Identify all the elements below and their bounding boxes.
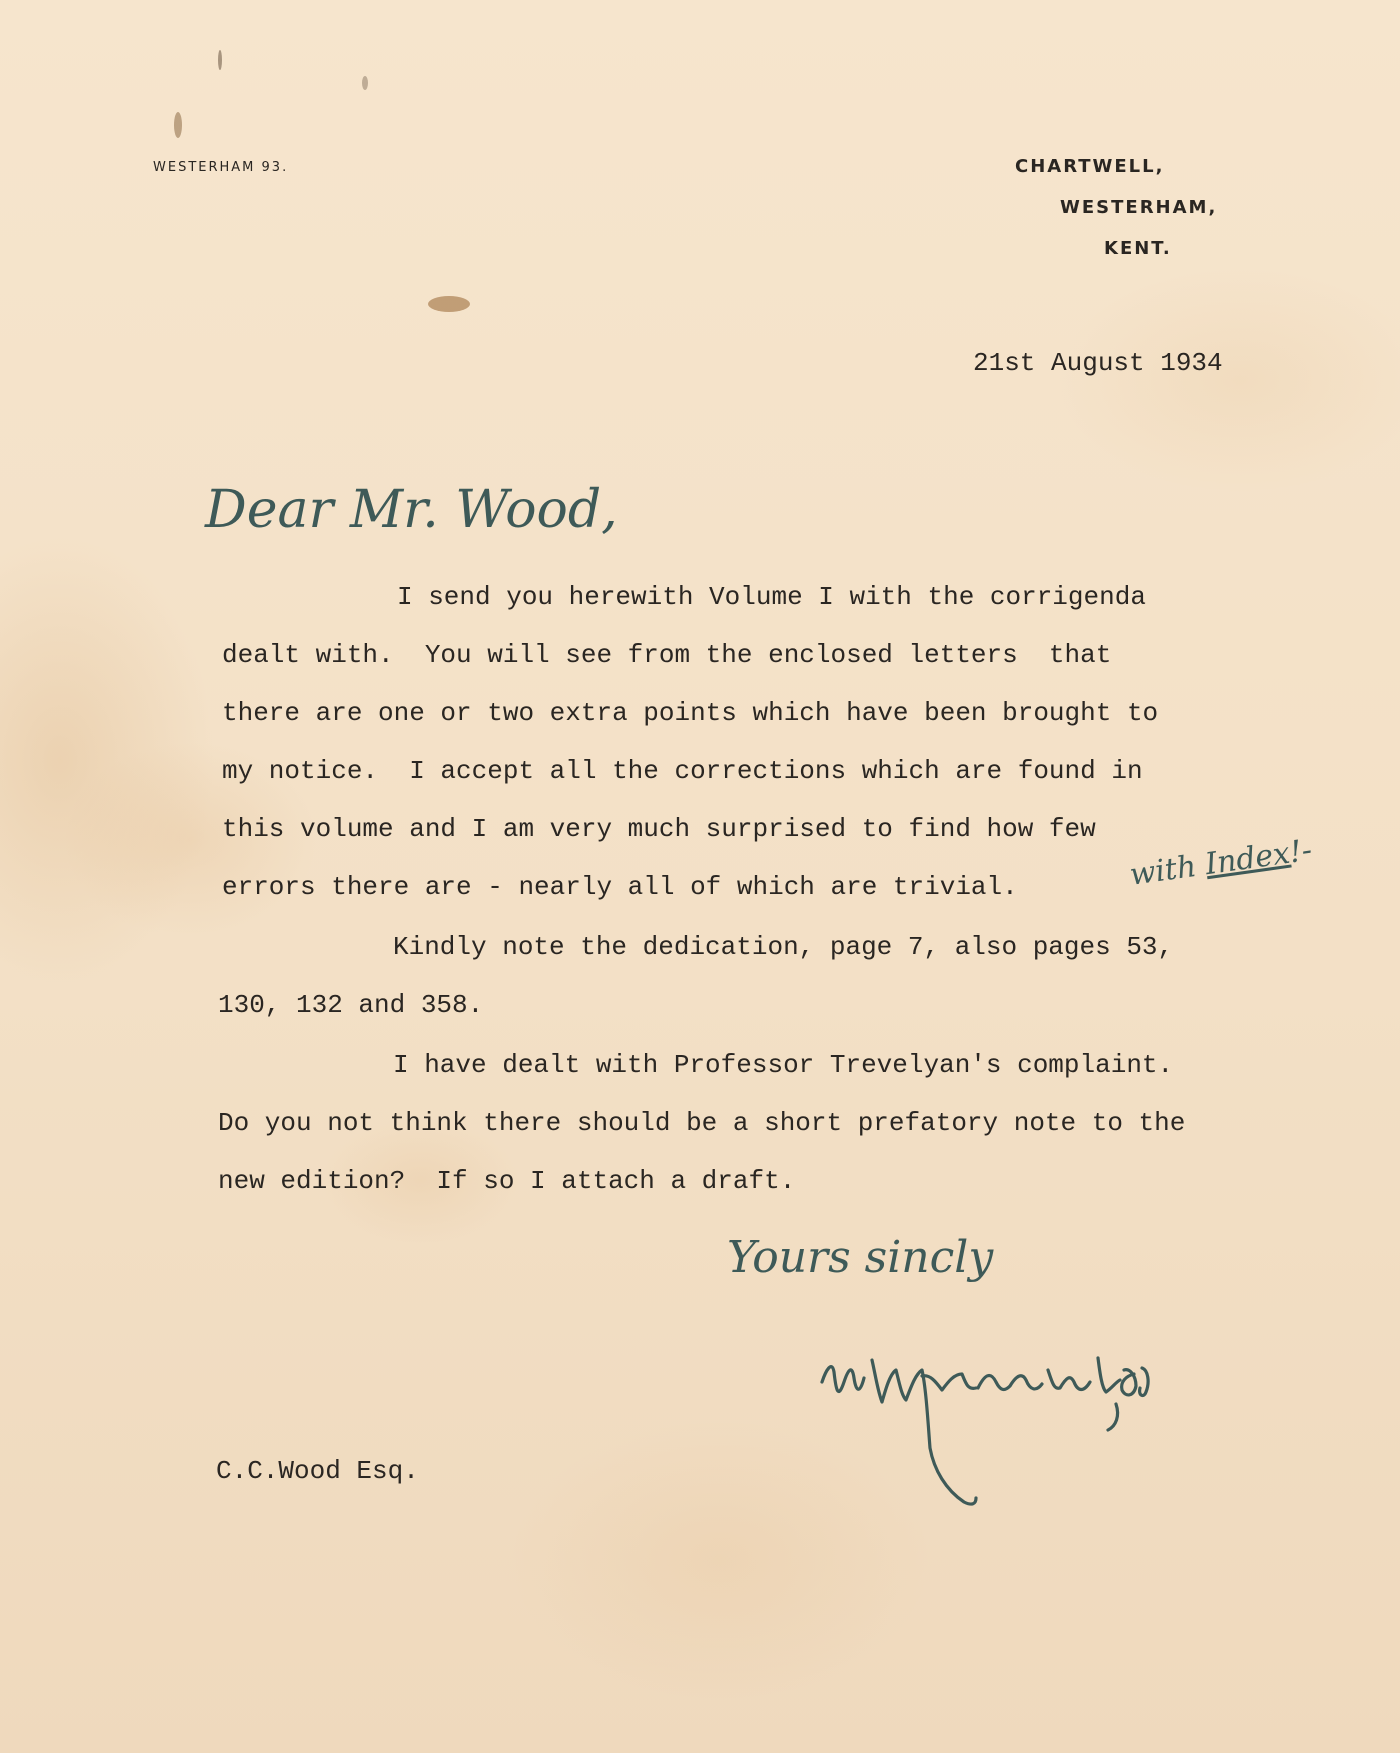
stain-spot xyxy=(218,50,222,70)
letter-date: 21st August 1934 xyxy=(973,348,1223,378)
body-line: Do you not think there should be a short prefatory note to the xyxy=(218,1108,1186,1138)
body-line: I have dealt with Professor Trevelyan's complaint. xyxy=(393,1050,1174,1080)
margin-note xyxy=(1128,833,1315,893)
body-line: there are one or two extra points which have been brought to xyxy=(222,698,1159,728)
letterhead-telephone: WESTERHAM 93. xyxy=(153,160,289,175)
letterhead-address-line: KENT. xyxy=(1104,238,1172,259)
margin-note-suffix: !- xyxy=(1287,832,1315,871)
letterhead-address-line: CHARTWELL, xyxy=(1015,156,1165,177)
body-line: I send you herewith Volume I with the corrigenda xyxy=(397,582,1146,612)
body-line: dealt with. You will see from the enclosed letters that xyxy=(222,640,1112,670)
signature xyxy=(816,1330,1176,1520)
margin-note-prefix: with xyxy=(1127,848,1199,893)
recipient: C.C.Wood Esq. xyxy=(216,1456,419,1486)
body-line: errors there are - nearly all of which are trivial. xyxy=(222,872,1018,902)
body-line: this volume and I am very much surprised to find how few xyxy=(222,814,1096,844)
stain-spot xyxy=(362,76,368,90)
stain-spot xyxy=(428,296,470,312)
closing: Yours sincly xyxy=(727,1232,994,1283)
stain-spot xyxy=(174,112,182,138)
letterhead-address-line: WESTERHAM, xyxy=(1060,197,1218,218)
body-line: new edition? If so I attach a draft. xyxy=(218,1166,796,1196)
margin-note-underlined: Index xyxy=(1203,835,1293,883)
body-line: Kindly note the dedication, page 7, also pages 53, xyxy=(393,932,1174,962)
body-line: 130, 132 and 358. xyxy=(218,990,484,1020)
body-line: my notice. I accept all the corrections which are found in xyxy=(222,756,1143,786)
salutation: Dear Mr. Wood, xyxy=(205,480,618,540)
